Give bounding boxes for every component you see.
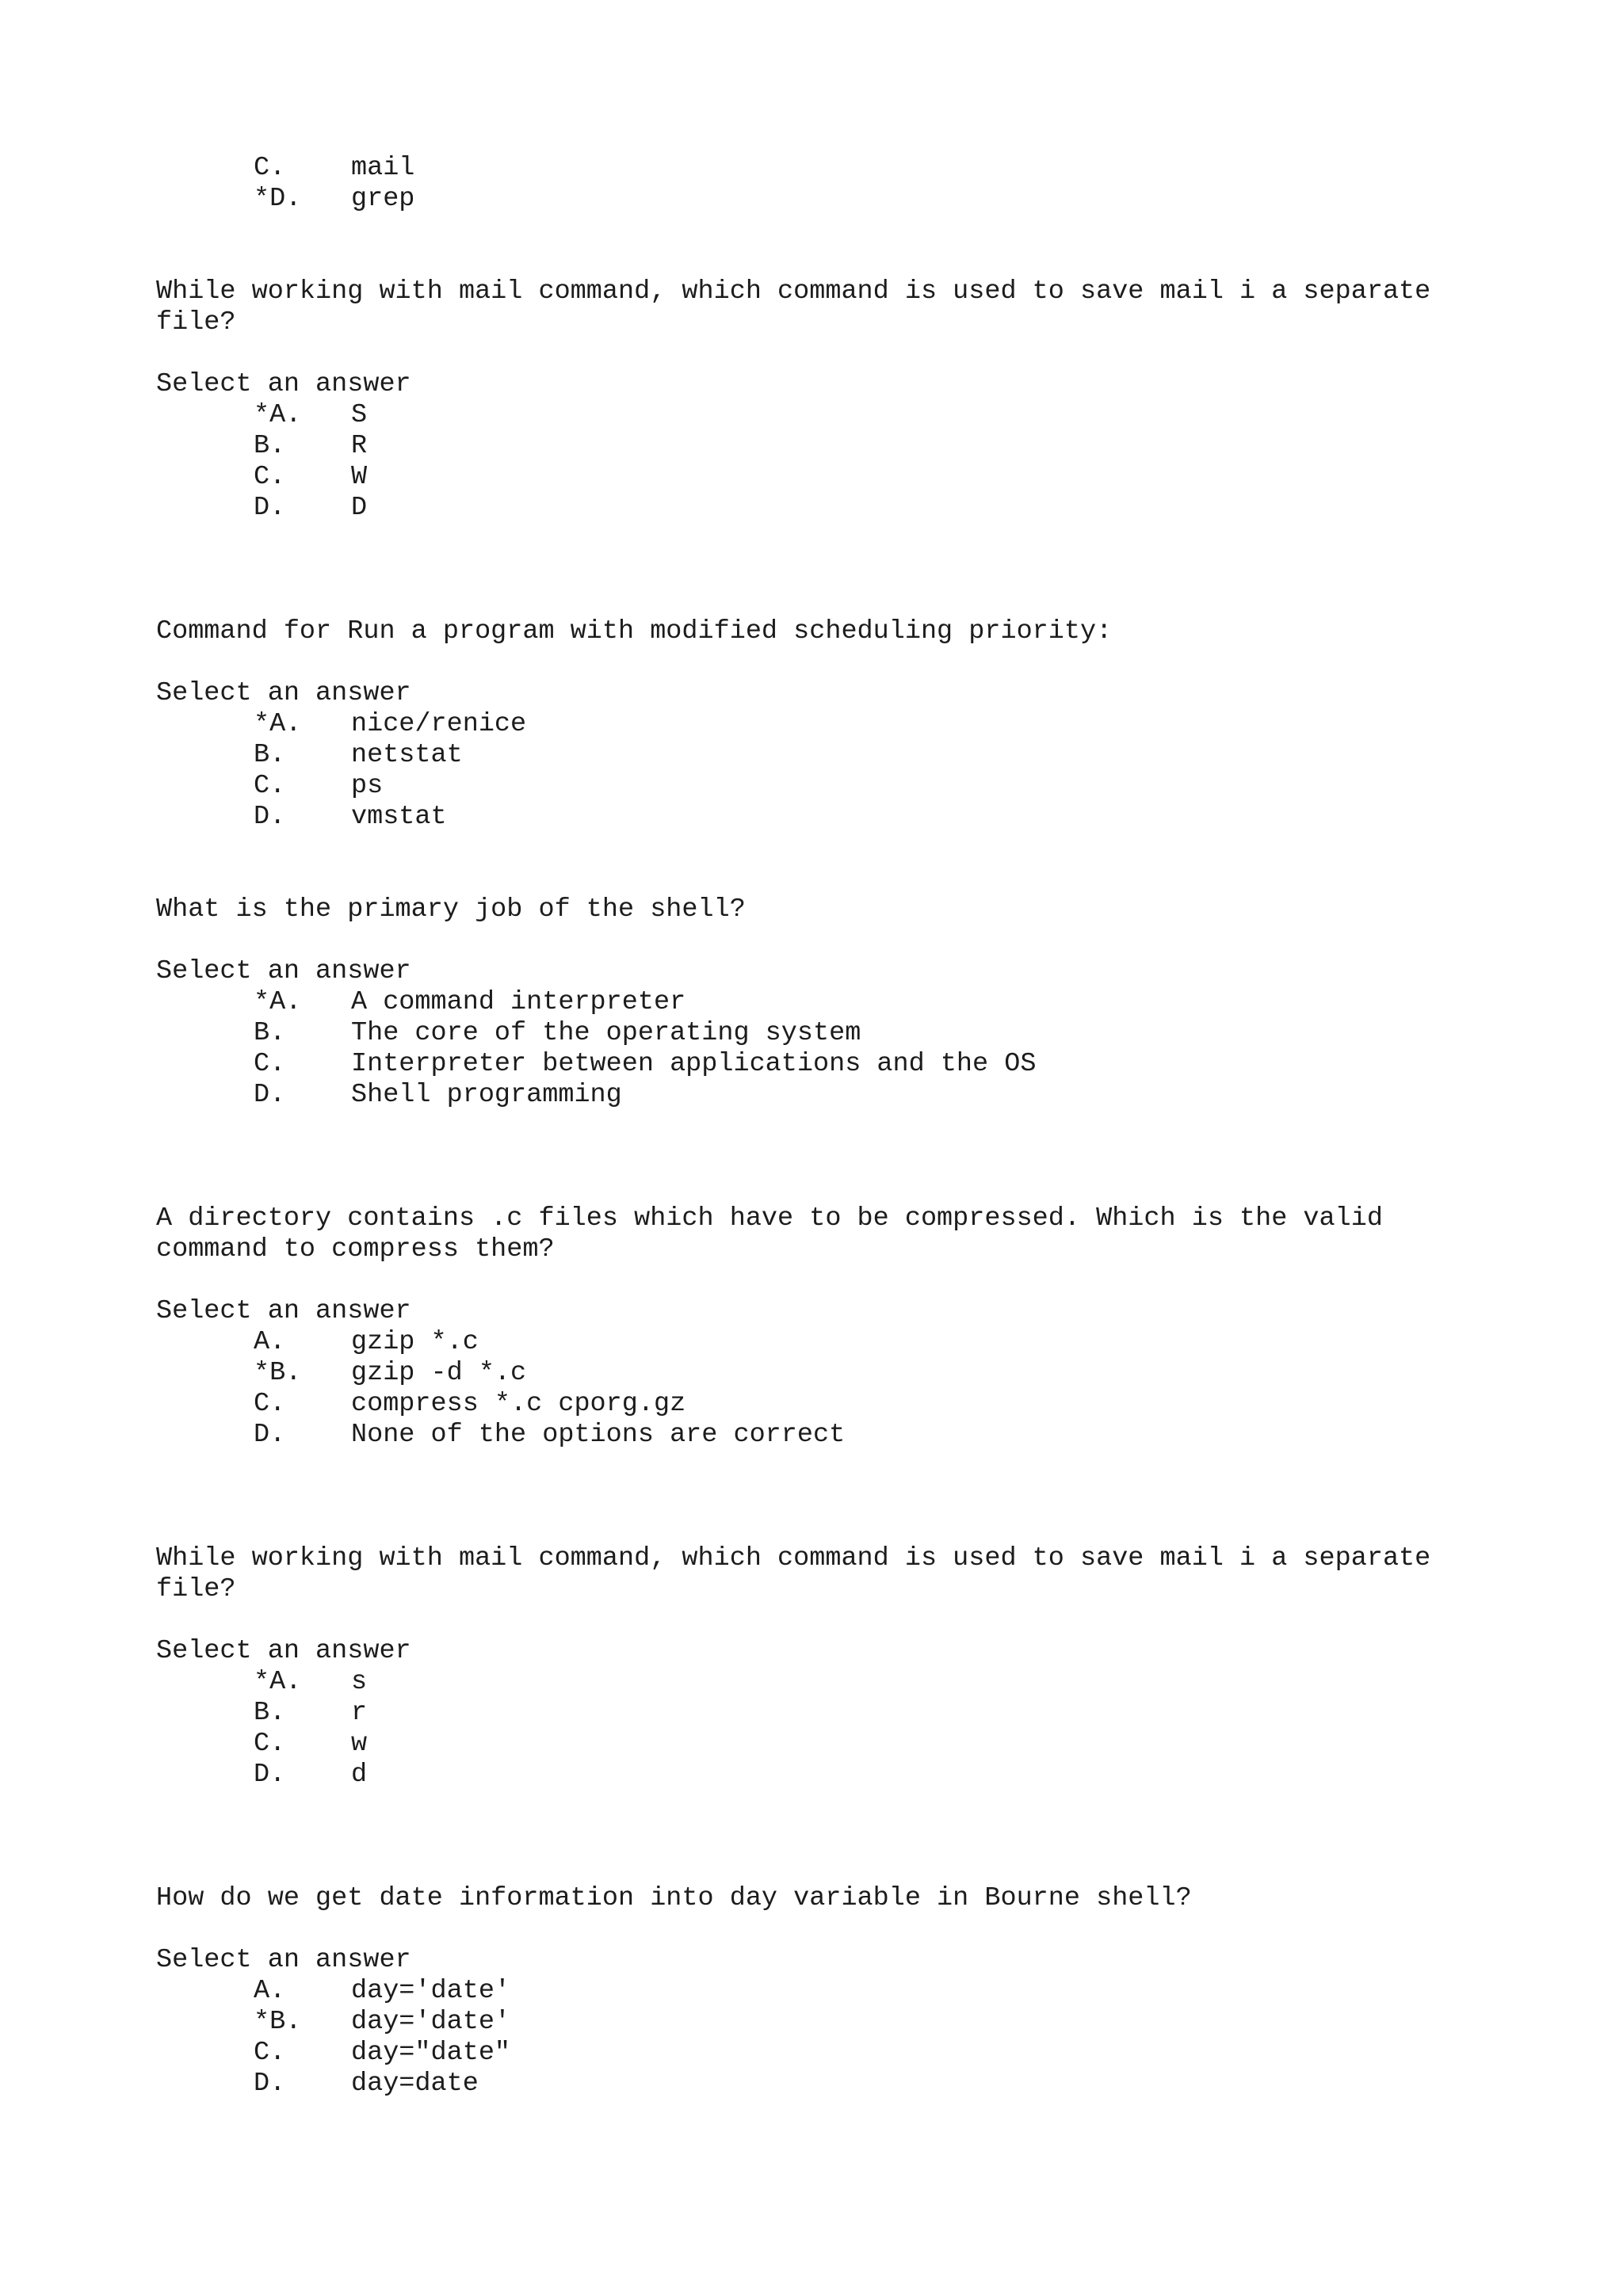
option-line [156,1358,1583,1389]
option-line [156,1420,1583,1451]
answer-prompt: Select an answer [156,369,411,399]
option-text: W [351,462,368,492]
option-line [156,493,1583,524]
option-text: netstat [351,740,463,770]
option-letter: A. [254,1327,286,1357]
question-text: How do we get date information into day variable in Bourne shell? [156,1883,1192,1913]
option-line [156,184,1583,215]
option-text: The core of the operating system [351,1018,861,1048]
option-line [156,1976,1583,2007]
option-text: mail [351,153,415,183]
option-letter: C. [254,462,286,492]
option-letter: *B. [254,2007,302,2037]
option-text: R [351,431,368,461]
option-letter: *D. [254,184,302,214]
option-letter: B. [254,431,286,461]
option-text: Interpreter between applications and the OS [351,1049,1037,1079]
option-text: s [351,1667,368,1697]
option-line [156,771,1583,802]
document-body [156,153,1583,2100]
option-text: day="date" [351,2038,511,2068]
option-letter: C. [254,771,286,801]
option-line [156,709,1583,740]
option-line [156,1327,1583,1358]
option-line [156,1698,1583,1729]
answer-prompt: Select an answer [156,1636,411,1666]
option-letter: *A. [254,400,302,430]
option-line [156,431,1583,462]
question-text: While working with mail command, which command is used to save mail i a separate [156,277,1431,307]
option-line [156,2069,1583,2100]
option-text: A command interpreter [351,987,686,1017]
option-letter: C. [254,2038,286,2068]
option-letter: C. [254,153,286,183]
question-block [156,1203,1583,1451]
question-text: While working with mail command, which command is used to save mail i a separate [156,1543,1431,1573]
option-letter: D. [254,1420,286,1450]
option-text: r [351,1698,368,1728]
question-text: What is the primary job of the shell? [156,894,746,925]
question-text: file? [156,307,236,338]
option-letter: C. [254,1049,286,1079]
option-text: day='date' [351,1976,511,2006]
option-line [156,462,1583,493]
option-line [156,1049,1583,1080]
question-block [156,894,1583,1111]
option-line [156,2038,1583,2069]
option-line [156,1667,1583,1698]
option-line [156,1729,1583,1760]
option-letter: C. [254,1729,286,1759]
option-letter: D. [254,493,286,523]
option-text: grep [351,184,415,214]
option-text: gzip -d *.c [351,1358,527,1388]
option-line [156,1760,1583,1791]
option-letter: D. [254,1760,286,1790]
option-text: D [351,493,368,523]
answer-prompt: Select an answer [156,1296,411,1326]
option-text: compress *.c cporg.gz [351,1389,686,1419]
option-text: S [351,400,368,430]
question-block [156,1543,1583,1791]
option-text: ps [351,771,384,801]
option-text: vmstat [351,802,447,832]
option-letter: *A. [254,709,302,739]
option-line [156,1080,1583,1111]
option-line [156,1018,1583,1049]
option-letter: D. [254,1080,286,1110]
option-letter: *B. [254,1358,302,1388]
answer-prompt: Select an answer [156,956,411,986]
question-text: Command for Run a program with modified scheduling priority: [156,616,1113,646]
option-line [156,987,1583,1018]
option-letter: *A. [254,987,302,1017]
option-letter: B. [254,1018,286,1048]
option-text: day='date' [351,2007,511,2037]
option-line [156,153,1583,184]
option-line [156,802,1583,833]
option-letter: D. [254,802,286,832]
question-text: command to compress them? [156,1234,555,1264]
option-letter: C. [254,1389,286,1419]
question-block [156,616,1583,833]
question-block [156,277,1583,524]
question-block [156,1883,1583,2100]
question-text: file? [156,1574,236,1604]
option-text: gzip *.c [351,1327,479,1357]
option-letter: *A. [254,1667,302,1697]
option-line [156,400,1583,431]
option-line [156,1389,1583,1420]
option-text: d [351,1760,368,1790]
option-line [156,2007,1583,2038]
option-letter: B. [254,740,286,770]
option-letter: D. [254,2069,286,2099]
option-letter: A. [254,1976,286,2006]
question-text: A directory contains .c files which have to be compressed. Which is the valid [156,1203,1383,1234]
option-line [156,740,1583,771]
answer-prompt: Select an answer [156,678,411,708]
option-text: nice/renice [351,709,527,739]
option-text: day=date [351,2069,479,2099]
answer-prompt: Select an answer [156,1945,411,1975]
option-text: None of the options are correct [351,1420,846,1450]
option-text: Shell programming [351,1080,622,1110]
option-text: w [351,1729,368,1759]
option-letter: B. [254,1698,286,1728]
